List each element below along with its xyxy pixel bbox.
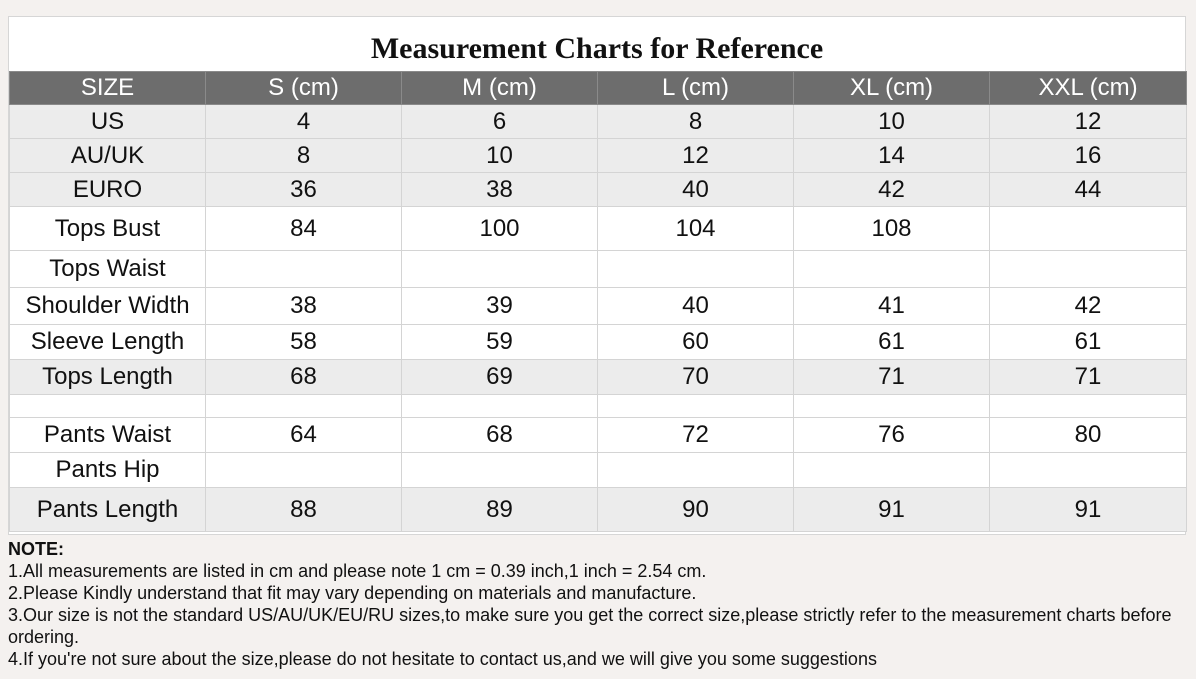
cell: 64 (206, 418, 402, 453)
table-row (10, 139, 1187, 173)
cell: 84 (206, 207, 402, 251)
cell: 40 (598, 288, 794, 325)
cell: 12 (598, 139, 794, 173)
note-line-2: 2.Please Kindly understand that fit may vary depending on materials and manufacture. (8, 583, 697, 603)
row-label: Pants Length (10, 488, 206, 532)
row-label: AU/UK (10, 139, 206, 173)
cell: 38 (206, 288, 402, 325)
cell (794, 395, 990, 418)
header-l: L (cm) (598, 72, 794, 105)
cell: 90 (598, 488, 794, 532)
cell: 10 (794, 105, 990, 139)
cell: 42 (990, 288, 1187, 325)
cell: 61 (990, 325, 1187, 360)
cell: 76 (794, 418, 990, 453)
cell (402, 453, 598, 488)
cell: 71 (990, 360, 1187, 395)
header-m: M (cm) (402, 72, 598, 105)
cell: 38 (402, 173, 598, 207)
cell (206, 251, 402, 288)
row-label: Tops Bust (10, 207, 206, 251)
cell (990, 251, 1187, 288)
cell: 41 (794, 288, 990, 325)
cell (794, 251, 990, 288)
chart-title: Measurement Charts for Reference (370, 32, 824, 65)
size-table (9, 71, 1187, 532)
table-row (10, 173, 1187, 207)
cell (990, 453, 1187, 488)
cell: 16 (990, 139, 1187, 173)
cell: 10 (402, 139, 598, 173)
notes-section (8, 538, 1188, 670)
table-row (10, 207, 1187, 251)
cell (402, 251, 598, 288)
cell: 71 (794, 360, 990, 395)
cell: 70 (598, 360, 794, 395)
cell: 8 (598, 105, 794, 139)
cell: 40 (598, 173, 794, 207)
table-row (10, 453, 1187, 488)
cell (990, 207, 1187, 251)
cell: 69 (402, 360, 598, 395)
row-label: EURO (10, 173, 206, 207)
cell: 44 (990, 173, 1187, 207)
cell: 68 (206, 360, 402, 395)
cell (598, 251, 794, 288)
table-row (10, 288, 1187, 325)
table-row (10, 418, 1187, 453)
table-row (10, 360, 1187, 395)
note-line-4: 4.If you're not sure about the size,please do not hesitate to contact us,and we will give you some suggestions (8, 649, 877, 669)
cell: 12 (990, 105, 1187, 139)
cell: 4 (206, 105, 402, 139)
cell: 88 (206, 488, 402, 532)
cell (598, 453, 794, 488)
row-label: Tops Length (10, 360, 206, 395)
cell: 108 (794, 207, 990, 251)
header-s: S (cm) (206, 72, 402, 105)
header-xl: XL (cm) (794, 72, 990, 105)
table-row (10, 488, 1187, 532)
note-line-1: 1.All measurements are listed in cm and please note 1 cm = 0.39 inch,1 inch = 2.54 cm. (8, 561, 707, 581)
cell: 60 (598, 325, 794, 360)
header-size: SIZE (10, 72, 206, 105)
cell: 8 (206, 139, 402, 173)
row-label: Shoulder Width (10, 288, 206, 325)
cell: 100 (402, 207, 598, 251)
cell: 59 (402, 325, 598, 360)
row-label (10, 395, 206, 418)
row-label: Pants Waist (10, 418, 206, 453)
note-line-3: 3.Our size is not the standard US/AU/UK/EU/RU sizes,to make sure you get the correct size,please strictly refer to the measurement charts before ordering. (8, 605, 1172, 647)
cell: 91 (990, 488, 1187, 532)
cell (402, 395, 598, 418)
cell: 80 (990, 418, 1187, 453)
cell: 68 (402, 418, 598, 453)
cell (206, 395, 402, 418)
cell (990, 395, 1187, 418)
row-label: Tops Waist (10, 251, 206, 288)
cell: 104 (598, 207, 794, 251)
row-label: Pants Hip (10, 453, 206, 488)
cell: 72 (598, 418, 794, 453)
table-row (10, 325, 1187, 360)
cell: 39 (402, 288, 598, 325)
cell: 42 (794, 173, 990, 207)
header-xxl: XXL (cm) (990, 72, 1187, 105)
cell: 14 (794, 139, 990, 173)
cell (598, 395, 794, 418)
cell: 61 (794, 325, 990, 360)
table-header-row (10, 72, 1187, 105)
cell: 58 (206, 325, 402, 360)
cell: 89 (402, 488, 598, 532)
table-row-spacer (10, 395, 1187, 418)
cell: 6 (402, 105, 598, 139)
cell: 36 (206, 173, 402, 207)
table-row (10, 251, 1187, 288)
cell (794, 453, 990, 488)
notes-title: NOTE: (8, 539, 64, 559)
table-row (10, 105, 1187, 139)
cell (206, 453, 402, 488)
row-label: US (10, 105, 206, 139)
cell: 91 (794, 488, 990, 532)
row-label: Sleeve Length (10, 325, 206, 360)
